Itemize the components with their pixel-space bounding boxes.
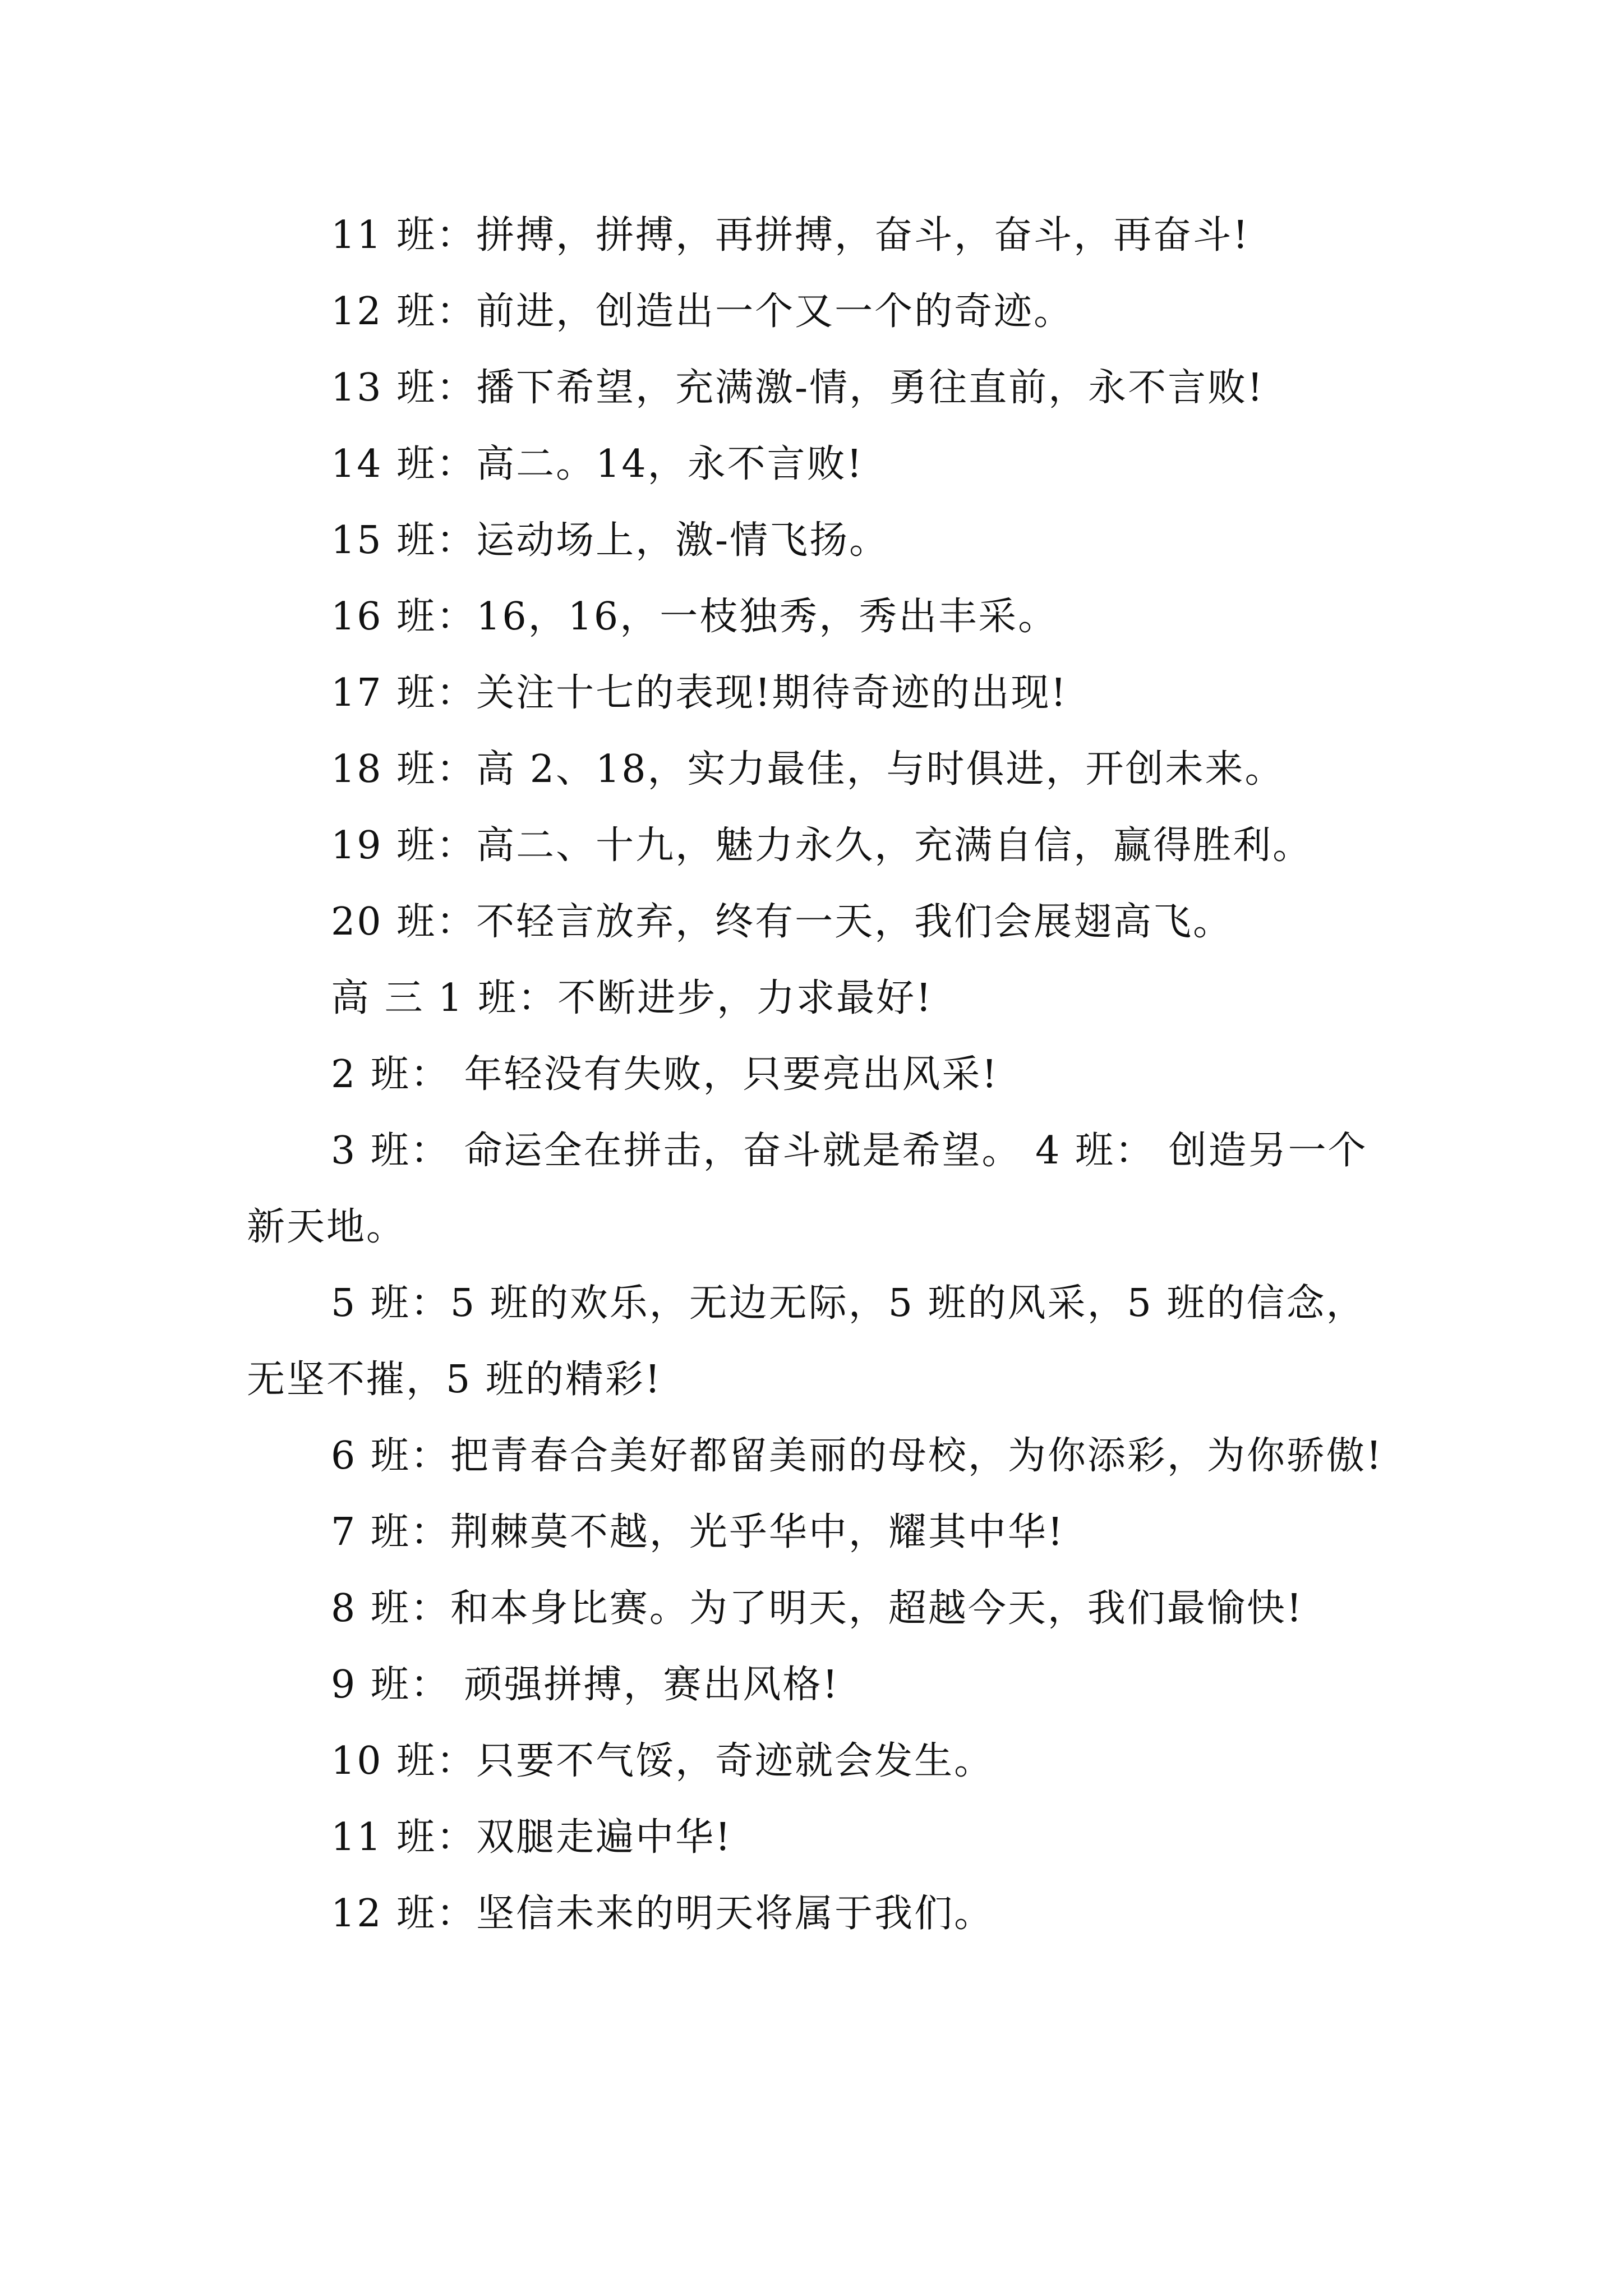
paragraph: 13 班：播下希望，充满激-情，勇往直前，永不言败!: [331, 366, 1265, 410]
paragraph: 7 班：荆棘莫不越，光乎华中，耀其中华!: [331, 1510, 1065, 1554]
paragraph: 14 班：高二。14，永不言败!: [331, 442, 864, 486]
paragraph: 10 班：只要不气馁，奇迹就会发生。: [331, 1739, 994, 1783]
paragraph: 8 班：和本身比赛。为了明天，超越今天，我们最愉快!: [331, 1586, 1304, 1631]
document-body: [247, 197, 1391, 1952]
paragraph: 2 班： 年轻没有失败，只要亮出风采!: [331, 1052, 999, 1097]
paragraph: 12 班：坚信未来的明天将属于我们。: [331, 1892, 994, 1936]
paragraph: 20 班：不轻言放弃，终有一天，我们会展翅高飞。: [331, 900, 1233, 944]
paragraph: 12 班：前进，创造出一个又一个的奇迹。: [331, 289, 1074, 334]
paragraph: 11 班：拼搏，拼搏，再拼搏，奋斗，奋斗，再奋斗!: [331, 213, 1250, 257]
paragraph: 9 班： 顽强拼搏，赛出风格!: [331, 1663, 840, 1707]
paragraph: 5 班：5 班的欢乐，无边无际，5 班的风采，5 班的信念，无坚不摧，5 班的精彩!: [247, 1281, 1366, 1402]
paragraph: 高 三 1 班：不断进步，力求最好!: [331, 976, 933, 1020]
paragraph: 17 班：关注十七的表现!期待奇迹的出现!: [331, 671, 1068, 715]
paragraph: 11 班：双腿走遍中华!: [331, 1815, 732, 1860]
paragraph: 18 班：高 2、18，实力最佳，与时俱进，开创未来。: [331, 747, 1285, 792]
paragraph: 19 班：高二、十九，魅力永久，充满自信，赢得胜利。: [331, 823, 1313, 868]
paragraph: 6 班：把青春合美好都留美丽的母校，为你添彩，为你骄傲!: [331, 1434, 1384, 1478]
paragraph: 16 班：16，16，一枝独秀，秀出丰采。: [331, 595, 1058, 639]
paragraph: 3 班： 命运全在拼击，奋斗就是希望。 4 班： 创造另一个新天地。: [247, 1129, 1368, 1249]
paragraph: 15 班：运动场上，激-情飞扬。: [331, 518, 889, 563]
